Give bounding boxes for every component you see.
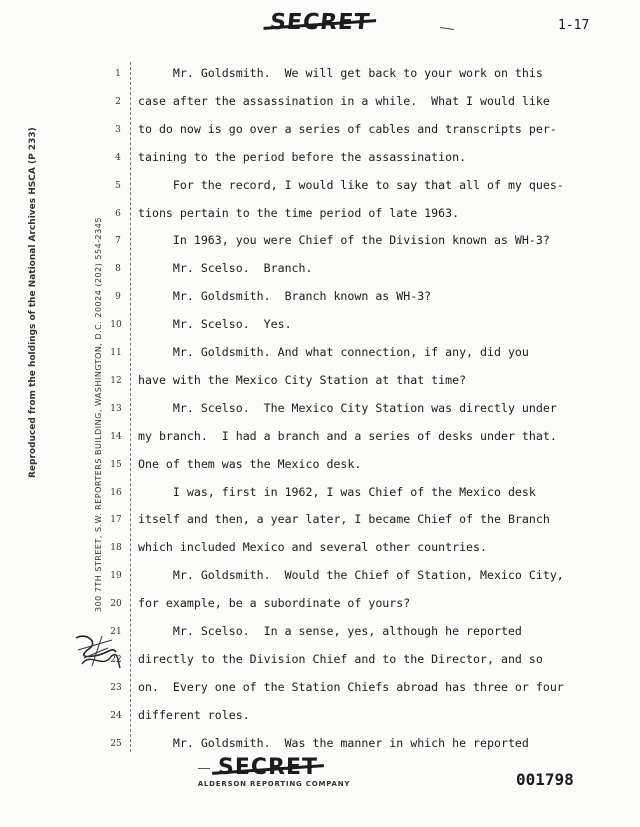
transcript-line: Mr. Scelso. Branch. xyxy=(138,261,313,276)
transcript-line: on. Every one of the Station Chiefs abroad has three or four xyxy=(138,679,564,694)
line-number: 20 xyxy=(110,599,122,610)
handwritten-initials-icon xyxy=(72,628,122,672)
transcript-line: have with the Mexico City Station at that time? xyxy=(138,372,467,387)
transcript-line: my branch. I had a branch and a series of desks under that. xyxy=(138,428,557,443)
archive-note: Reproduced from the holdings of the National Archives HSCA (P 233) xyxy=(28,127,38,478)
transcript-line: tions pertain to the time period of late 1963. xyxy=(138,205,460,220)
transcript-line: Mr. Goldsmith. Branch known as WH-3? xyxy=(138,289,432,304)
line-number: 3 xyxy=(115,124,121,135)
line-number: 21 xyxy=(110,627,122,637)
transcript-line: itself and then, a year later, I became Chief of the Branch xyxy=(138,512,550,527)
transcript-line: Mr. Scelso. In a sense, yes, although he reported xyxy=(138,624,522,638)
transcript-line: taining to the period before the assassination. xyxy=(138,149,467,164)
line-number: 22 xyxy=(110,654,122,665)
line-number: 12 xyxy=(110,375,122,386)
line-number: 17 xyxy=(110,515,122,526)
line-number: 2 xyxy=(115,96,121,107)
transcript-line: which included Mexico and several other countries. xyxy=(138,540,488,555)
transcript-line: In 1963, you were Chief of the Division known as WH-3? xyxy=(138,233,550,248)
transcript-line: For the record, I would like to say that all of my ques- xyxy=(138,177,564,192)
line-number: 24 xyxy=(110,710,122,721)
document-id: 001798 xyxy=(516,770,574,789)
line-number: 9 xyxy=(115,292,121,303)
transcript-line: to do now is go over a series of cables and transcripts per- xyxy=(138,121,557,136)
page-number: 1-17 xyxy=(558,18,590,33)
transcript-line: Mr. Scelso. The Mexico City Station was directly under xyxy=(138,400,557,415)
line-number: 6 xyxy=(115,208,121,219)
line-number: 18 xyxy=(110,543,122,554)
line-number: 10 xyxy=(110,320,122,331)
transcript-line: Mr. Goldsmith. Was the manner in which he reported xyxy=(138,735,529,750)
line-number: 19 xyxy=(110,571,122,582)
transcript-line: for example, be a subordinate of yours? xyxy=(138,596,411,611)
transcript-line: different roles. xyxy=(138,707,250,722)
line-number: 4 xyxy=(115,152,121,163)
line-number: 25 xyxy=(110,738,122,749)
line-number: 15 xyxy=(110,459,122,470)
classification-stamp-top: SECRET xyxy=(268,10,372,35)
line-number: 11 xyxy=(110,348,122,358)
transcript-line: case after the assassination in a while. What I would like xyxy=(138,93,550,108)
transcript-line: directly to the Division Chief and to the Director, and so xyxy=(138,651,543,666)
line-number: 1 xyxy=(115,69,121,79)
line-number: 13 xyxy=(110,403,122,414)
line-number: 23 xyxy=(110,682,122,693)
reporter-name: ALDERSON REPORTING COMPANY xyxy=(197,780,351,788)
transcript-line: Mr. Goldsmith. We will get back to your work on this xyxy=(138,66,543,80)
line-number: 8 xyxy=(115,264,121,275)
line-number: 16 xyxy=(110,487,122,498)
classification-stamp-bottom: SECRET xyxy=(218,755,318,780)
margin-rule xyxy=(130,62,131,752)
transcript-line: Mr. Scelso. Yes. xyxy=(138,317,292,332)
transcript-line: Mr. Goldsmith. Would the Chief of Station, Mexico City, xyxy=(138,568,564,583)
firm-address: 300 7TH STREET, S.W. REPORTERS BUILDING, WASHINGTON, D.C. 20024 (202) 554-2345 xyxy=(94,217,103,612)
transcript-line: I was, first in 1962, I was Chief of the Mexico desk xyxy=(138,484,536,499)
line-number: 5 xyxy=(115,180,121,191)
line-number: 7 xyxy=(115,236,121,247)
transcript-line: One of them was the Mexico desk. xyxy=(138,456,362,471)
line-number: 14 xyxy=(110,431,122,442)
transcript-line: Mr. Goldsmith. And what connection, if any, did you xyxy=(138,345,529,359)
